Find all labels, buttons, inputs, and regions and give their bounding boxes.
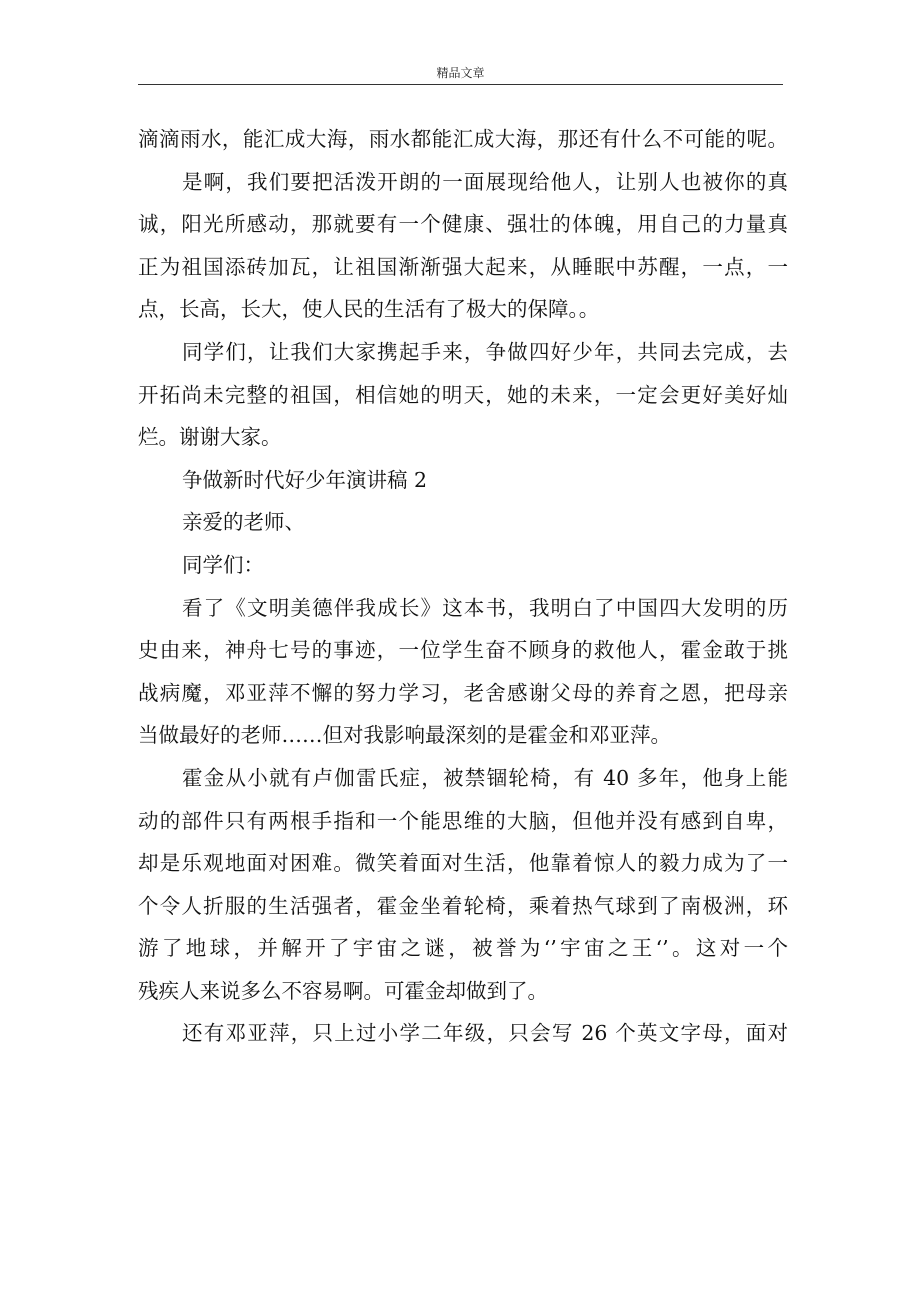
- text-line: 残疾人来说多么不容易啊。可霍金却做到了。: [138, 978, 548, 1003]
- text-line: 开拓尚未完整的祖国，相信她的明天，她的未来，一定会更好美好灿: [138, 382, 788, 407]
- text-line: 同学们，让我们大家携起手来，争做四好少年，共同去完成，去: [182, 339, 788, 364]
- text-line: 是啊，我们要把活泼开朗的一面展现给他人，让别人也被你的真: [182, 169, 788, 194]
- text-line: 当做最好的老师……但对我影响最深刻的是霍金和邓亚萍。: [138, 723, 671, 748]
- text-line: 看了《文明美德伴我成长》这本书，我明白了中国四大发明的历: [182, 595, 788, 620]
- section-heading: 争做新时代好少年演讲稿 2: [182, 467, 428, 492]
- text-line: 个令人折服的生活强者，霍金坐着轮椅，乘着热气球到了南极洲，环: [138, 893, 788, 918]
- text-line: 战病魔，邓亚萍不懈的努力学习，老舍感谢父母的养育之恩，把母亲: [138, 680, 788, 705]
- salutation-line: 亲爱的老师、: [182, 510, 305, 535]
- text-line: 动的部件只有两根手指和一个能思维的大脑，但他并没有感到自卑，: [138, 808, 788, 833]
- header-divider: [138, 84, 783, 85]
- salutation-line: 同学们：: [182, 552, 264, 577]
- text-line: 点，长高，长大，使人民的生活有了极大的保障。。: [138, 297, 600, 322]
- text-line: 史由来，神舟七号的事迹，一位学生奋不顾身的救他人，霍金敢于挑: [138, 638, 788, 663]
- text-line: 诚，阳光所感动，那就要有一个健康、强壮的体魄，用自己的力量真: [138, 212, 788, 237]
- text-line: 正为祖国添砖加瓦，让祖国渐渐强大起来，从睡眠中苏醒，一点，一: [138, 254, 788, 279]
- text-line: 滴滴雨水，能汇成大海，雨水都能汇成大海，那还有什么不可能的呢。: [138, 127, 788, 151]
- text-line: 还有邓亚萍，只上过小学二年级，只会写 26 个英文字母，面对: [182, 1021, 788, 1046]
- text-line: 霍金从小就有卢伽雷氏症，被禁锢轮椅，有 40 多年，他身上能: [182, 765, 788, 790]
- page-header-title: 精品文章: [436, 66, 485, 80]
- text-line: 烂。谢谢大家。: [138, 425, 282, 450]
- document-body: [138, 118, 788, 1055]
- text-line: 却是乐观地面对困难。微笑着面对生活，他靠着惊人的毅力成为了一: [138, 851, 788, 876]
- text-line: 游了地球，并解开了宇宙之谜，被誉为‘’宇宙之王‘’。这对一个: [138, 936, 788, 961]
